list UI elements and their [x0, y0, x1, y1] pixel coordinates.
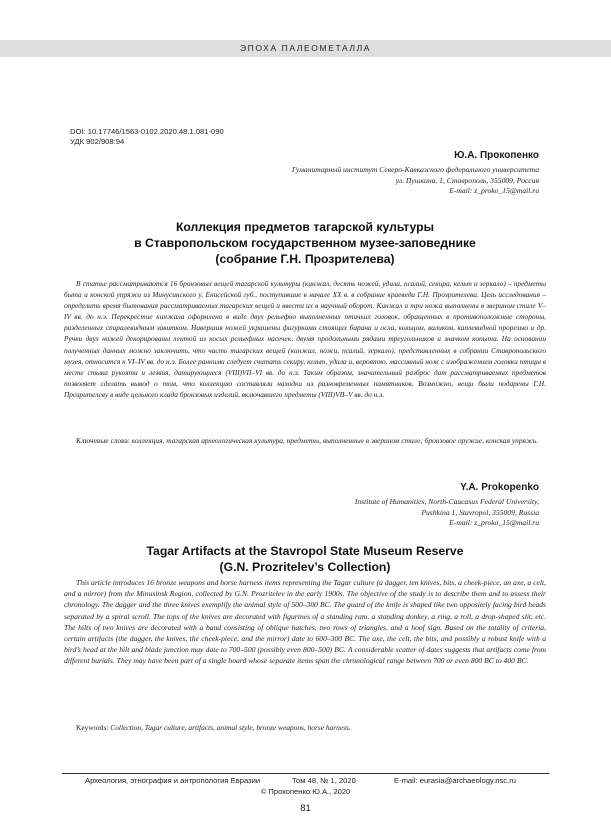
keywords-ru [64, 435, 546, 446]
journal-name: Археология, этнография и антропология Евразии [85, 776, 261, 785]
keywords-ru-label: Ключевые слова: [76, 436, 130, 445]
author-en: Y.A. Prokopenko [460, 482, 539, 493]
affiliation-en-line-1: Institute of Humanities, North-Caucasus Federal University, [354, 497, 539, 506]
journal-volume: Том 48, № 1, 2020 [292, 776, 356, 785]
page-number: 81 [300, 803, 311, 814]
abstract-en: This article introduces 16 bronze weapons and horse harness items representing the Tagar culture (a dagger, ten knives, bits, a cheek-piece, an axe, a celt, and a mirror) from the Minusinsk Region, collected by G.N. Prozritelev in the early 1900s. The objective of the study is to describe them and to assess their chronology. The dagger and the three knives exemplify the animal style of 500–300 BC. The guard of the knife is shaped like two oppositely facing bird heads separated by a spiral scroll. The tops of the knives are decorated with figurines of a standing ram, a standing donkey, a ring, a roll, a drop-shaped slit, etc. The hilts of two knives are decorated with a band consisting of oblique hatches, two rows of triangles, and a hoof sign. Based on the totality of criteria, certain artifacts (the dagger, the knives, the cheek-piece, and the mirror) date to 600–300 BC. The axe, the celt, the bits, and possibly a robust knife with a bird’s head at the hilt and blade junction may date to 700–500 (possibly even 800–500) BC. A considerable scatter of dates suggests that artifacts come from different burials. They may have been part of a single hoard whose separate items span the chronological range between 700 or even 800 BC to 400 BC. [64, 578, 546, 666]
article-title-ru-line-1: Коллекция предметов тагарской культуры [175, 220, 435, 234]
copyright: © Прокопенко Ю.А., 2020 [260, 787, 351, 796]
keywords-en [64, 722, 546, 733]
section-header-band [0, 40, 611, 57]
section-title: ЭПОХА ПАЛЕОМЕТАЛЛА [239, 43, 372, 53]
affiliation-ru-line-2: ул. Пушкина, 1, Ставрополь, 355009, Россия [395, 175, 539, 185]
keywords-ru-text: коллекция, тагарская археологическая культура, предметы, выполненные в зверином стиле; бронзовое оружие, конская упряжь. [131, 436, 538, 445]
affiliation-ru-email: E-mail: z_proko_15@mail.ru [449, 186, 539, 195]
doi: DOI: 10.17746/1563-0102.2020.48.1.081-090 [70, 127, 224, 136]
udk: УДК 902/908:94 [70, 137, 125, 146]
article-title-ru-line-2: в Ставропольском государственном музее-заповеднике [134, 236, 476, 251]
author-ru: Ю.А. Прокопенко [454, 150, 539, 161]
footer-rule [62, 773, 549, 774]
affiliation-ru-line-1: Гуманитарный институт Северо-Кавказского федерального университета [291, 165, 539, 174]
article-title-en-line-1: Tagar Artifacts at the Stavropol State Museum Reserve [146, 544, 464, 558]
journal-email: E-mail: eurasia@archaeology.nsc.ru [394, 776, 516, 785]
keywords-en-label: Keywords: [76, 723, 109, 732]
article-title-en-line-2: (G.N. Prozritelev’s Collection) [219, 560, 391, 575]
abstract-ru: В статье рассматриваются 16 бронзовых вещей тагарской культуры (кинжал, десять ножей, удила, псалий, секира, кельт и зеркало) – предметы быта и конской упряжи из Минусинского у. Енисейской губ., поступившие в начале XX в. в собрание краеведа Г.Н. Прозрителева. Цель исследования – определить время бытования рассматриваемых тагарских вещей и ввести их в научный оборот. Кинжал и три ножа выполнены в зверином стиле V–IV вв. до н.э. Перекрестие кинжала оформлено в виде двух рельефно выполненных птичьих головок, обращенных в противоположные стороны, разделенных спиралевидным завитком. Навершия ножей украшены фигурками стоящих барана и осла, кольцом, валиком, каплевидной прорезью и др. Ручки двух ножей декорированы лентой из косых рельефных насечек, двумя продольными рядами треугольников и значком копыта. На основании полученных данных можно заключить, что часть тагарских вещей (кинжал, ножи, псалий, зеркало), представленных в собрании Ставропольского музея, относится к VI–IV вв. до н.э. Более ранними следует считать секиру, кельт, удила и, вероятно, массивный нож с изображением головки птицы в месте стыка рукояти и лезвия, датирующиеся (VIII)VII–VI вв. до н.э. Таким образом, значительный разброс дат рассматриваемых предметов позволяет сделать вывод о том, что коллекцию составляли находки из разновременных памятников. Возможно, вещи были подарены Г.Н. Прозрителеву в виде цельного клада бронзовых изделий, включавшего предметы (VIII)VII–V вв. до н.э. [64, 279, 546, 399]
article-title-ru [70, 219, 540, 268]
keywords-en-text: Collection, Tagar culture, artifacts, animal style, bronze weapons, horse harness. [110, 723, 351, 732]
article-title-en [70, 543, 540, 575]
affiliation-en-email: E-mail: z_proko_15@mail.ru [449, 518, 539, 527]
article-title-ru-line-3: (собрание Г.Н. Прозрителева) [215, 252, 395, 267]
affiliation-en-line-2: Pushkina 1, Stavropol, 355009, Russia [421, 507, 539, 517]
